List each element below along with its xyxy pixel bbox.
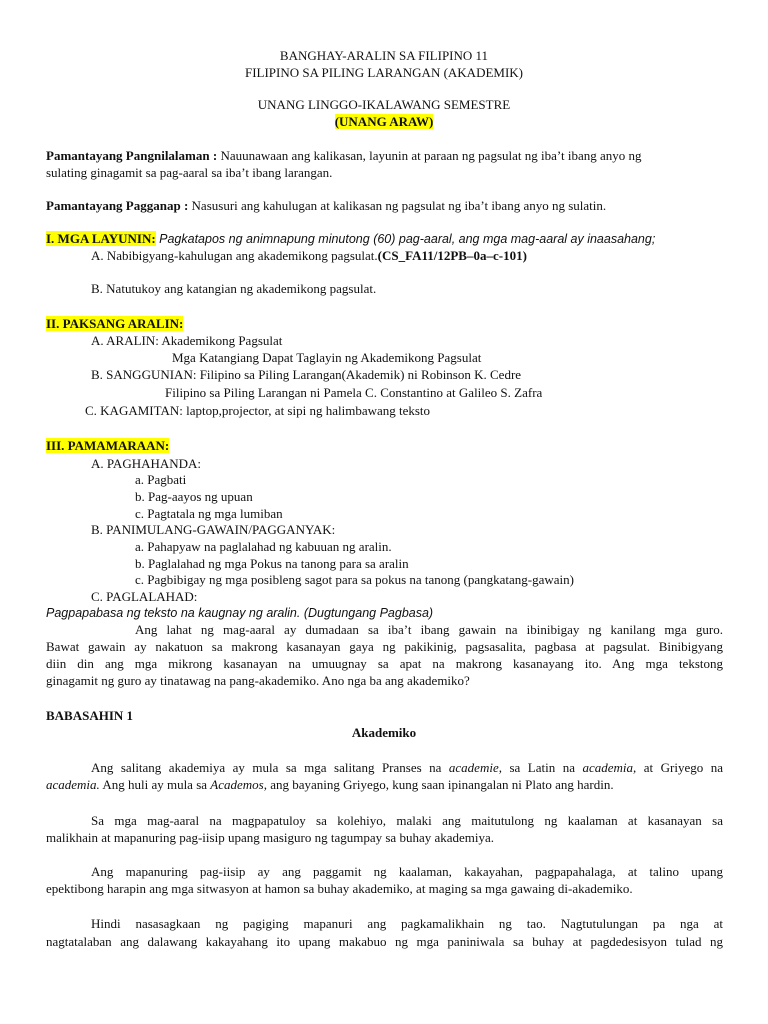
objectives-intro: Pagkatapos ng animnapung minutong (60) pag-aaral, ang mga mag-aaral ay inaasahang; [155, 232, 656, 246]
performance-standard-label: Pamantayang Pagganap : [46, 198, 189, 213]
content-standard-text-1: Nauunawaan ang kalikasan, layunin at paraan ng pagsulat ng iba’t ibang anyo ng [217, 148, 642, 163]
content-standard-line-1 [46, 148, 641, 164]
objective-b: B. Natutukoy ang katangian ng akademikong pagsulat. [91, 281, 377, 296]
content-standard-label: Pamantayang Pangnilalaman : [46, 148, 218, 163]
reading-term: academia. [46, 777, 100, 792]
procedure-b-item: c. Pagbibigay ng mga posibleng sagot para sa pokus na tanong (pangkatang-gawain) [135, 572, 574, 587]
subject-sanggunian-2: Filipino sa Piling Larangan ni Pamela C. Constantino at Galileo S. Zafra [165, 385, 543, 400]
subject-heading-line [46, 316, 183, 332]
objectives-line [46, 231, 655, 247]
objective-a [91, 248, 527, 264]
reading-text: ang bayaning Griyego, kung saan ipinangalan ni Plato ang hardin. [266, 777, 614, 792]
day-label: (UNANG ARAW) [334, 114, 434, 129]
reading-p4-line-1: Hindi nasasagkaan ng pagiging mapanuri ang pagkamalikhain ng tao. Nagtutulungan pa nga at [91, 916, 723, 931]
reading-text: Ang salitang akademiya ay mula sa mga salitang Pranses na [91, 760, 449, 775]
reading-p2-line-1: Sa mga mag-aaral na magpapatuloy sa kolehiyo, malaki ang maitutulong ng kaalaman at kasanayan sa [91, 813, 723, 828]
subject-aralin-1: A. ARALIN: Akademikong Pagsulat [91, 333, 283, 348]
reading-label: BABASAHIN 1 [46, 708, 134, 723]
reading-p1-line-1 [91, 760, 723, 776]
objectives-heading: I. MGA LAYUNIN: [46, 231, 156, 246]
procedure-b-item: a. Pahapyaw na paglalahad ng kabuuan ng aralin. [135, 539, 392, 554]
doc-title-line-2: FILIPINO SA PILING LARANGAN (AKADEMIK) [244, 65, 524, 80]
reading-term: academia, [582, 760, 637, 775]
doc-title-line-1: BANGHAY-ARALIN SA FILIPINO 11 [279, 48, 489, 63]
doc-title-line-3: UNANG LINGGO-IKALAWANG SEMESTRE [257, 97, 511, 112]
procedure-c: C. PAGLALAHAD: [91, 589, 198, 604]
content-standard-line-2: sulating ginagamit sa pag-aaral sa iba’t ibang larangan. [46, 165, 333, 180]
subject-kagamitan: C. KAGAMITAN: laptop,projector, at sipi ng halimbawang teksto [85, 403, 431, 418]
intro-paragraph-line: diin din ang mga mikrong kasanayan na umuugnay sa apat na makrong kasanayang ito. Ang mga tekstong [46, 656, 723, 671]
reading-term: academie, [448, 760, 502, 775]
procedure-c-note: Pagpapabasa ng teksto na kaugnay ng aralin. (Dugtungang Pagbasa) [46, 606, 434, 620]
intro-paragraph-line: Ang lahat ng mag-aaral ay dumadaan sa iba’t ibang gawain na ibinibigay ng kanilang mga guro. [135, 622, 723, 637]
procedure-b-item: b. Paglalahad ng mga Pokus na tanong para sa aralin [135, 556, 409, 571]
procedure-a-item: b. Pag-aayos ng upuan [135, 489, 253, 504]
performance-standard-text: Nasusuri ang kahulugan at kalikasan ng pagsulat ng iba’t ibang anyo ng sulatin. [188, 198, 607, 213]
reading-text: sa Latin na [501, 760, 583, 775]
reading-p3-line-1: Ang mapanuring pag-iisip ay ang paggamit ng kaalaman, kakayahan, pagpapahalaga, at talino upang [91, 864, 723, 879]
intro-paragraph-line: Bawat gawain ay nakatuon sa makrong kasanayan gaya ng pakikinig, pagsasalita, pagbasa at pagsulat. Binibigyang [46, 639, 723, 654]
doc-title-line-4 [0, 114, 768, 130]
reading-title: Akademiko [351, 725, 417, 740]
objective-a-text: A. Nabibigyang-kahulugan ang akademikong pagsulat. [91, 248, 378, 263]
procedure-b: B. PANIMULANG-GAWAIN/PAGGANYAK: [91, 522, 336, 537]
procedure-a-item: a. Pagbati [135, 472, 187, 487]
subject-heading: II. PAKSANG ARALIN: [46, 316, 184, 331]
reading-p1-line-2 [46, 777, 614, 793]
reading-p2-line-2: malikhain at mapanuring pag-iisip upang masiguro ng tagumpay sa buhay akademiya. [46, 830, 495, 845]
procedure-heading: III. PAMAMARAAN: [46, 438, 170, 453]
procedure-a: A. PAGHAHANDA: [91, 456, 202, 471]
reading-term: Academos, [210, 777, 267, 792]
subject-aralin-2: Mga Katangiang Dapat Taglayin ng Akademikong Pagsulat [172, 350, 482, 365]
intro-paragraph-line: ginagamit ng guro ay tinatawag na pang-akademiko. Ano nga ba ang akademiko? [46, 673, 470, 688]
procedure-heading-line [46, 438, 169, 454]
reading-text: Ang huli ay mula sa [99, 777, 211, 792]
subject-sanggunian-1: B. SANGGUNIAN: Filipino sa Piling Larangan(Akademik) ni Robinson K. Cedre [91, 367, 522, 382]
procedure-a-item: c. Pagtatala ng mga lumiban [135, 506, 283, 521]
performance-standard [46, 198, 606, 214]
reading-text: at Griyego na [636, 760, 723, 775]
objective-a-code: (CS_FA11/12PB–0a–c-101) [377, 248, 527, 263]
reading-p4-line-2: nagtatalaban ang dalawang kakayahang ito upang makabuo ng mga paniniwala sa buhay at pagdedesisyon tulad ng [46, 934, 723, 949]
reading-p3-line-2: epektibong harapin ang mga sitwasyon at hamon sa buhay akademiko, at maging sa mga gawaing di-akademiko. [46, 881, 633, 896]
